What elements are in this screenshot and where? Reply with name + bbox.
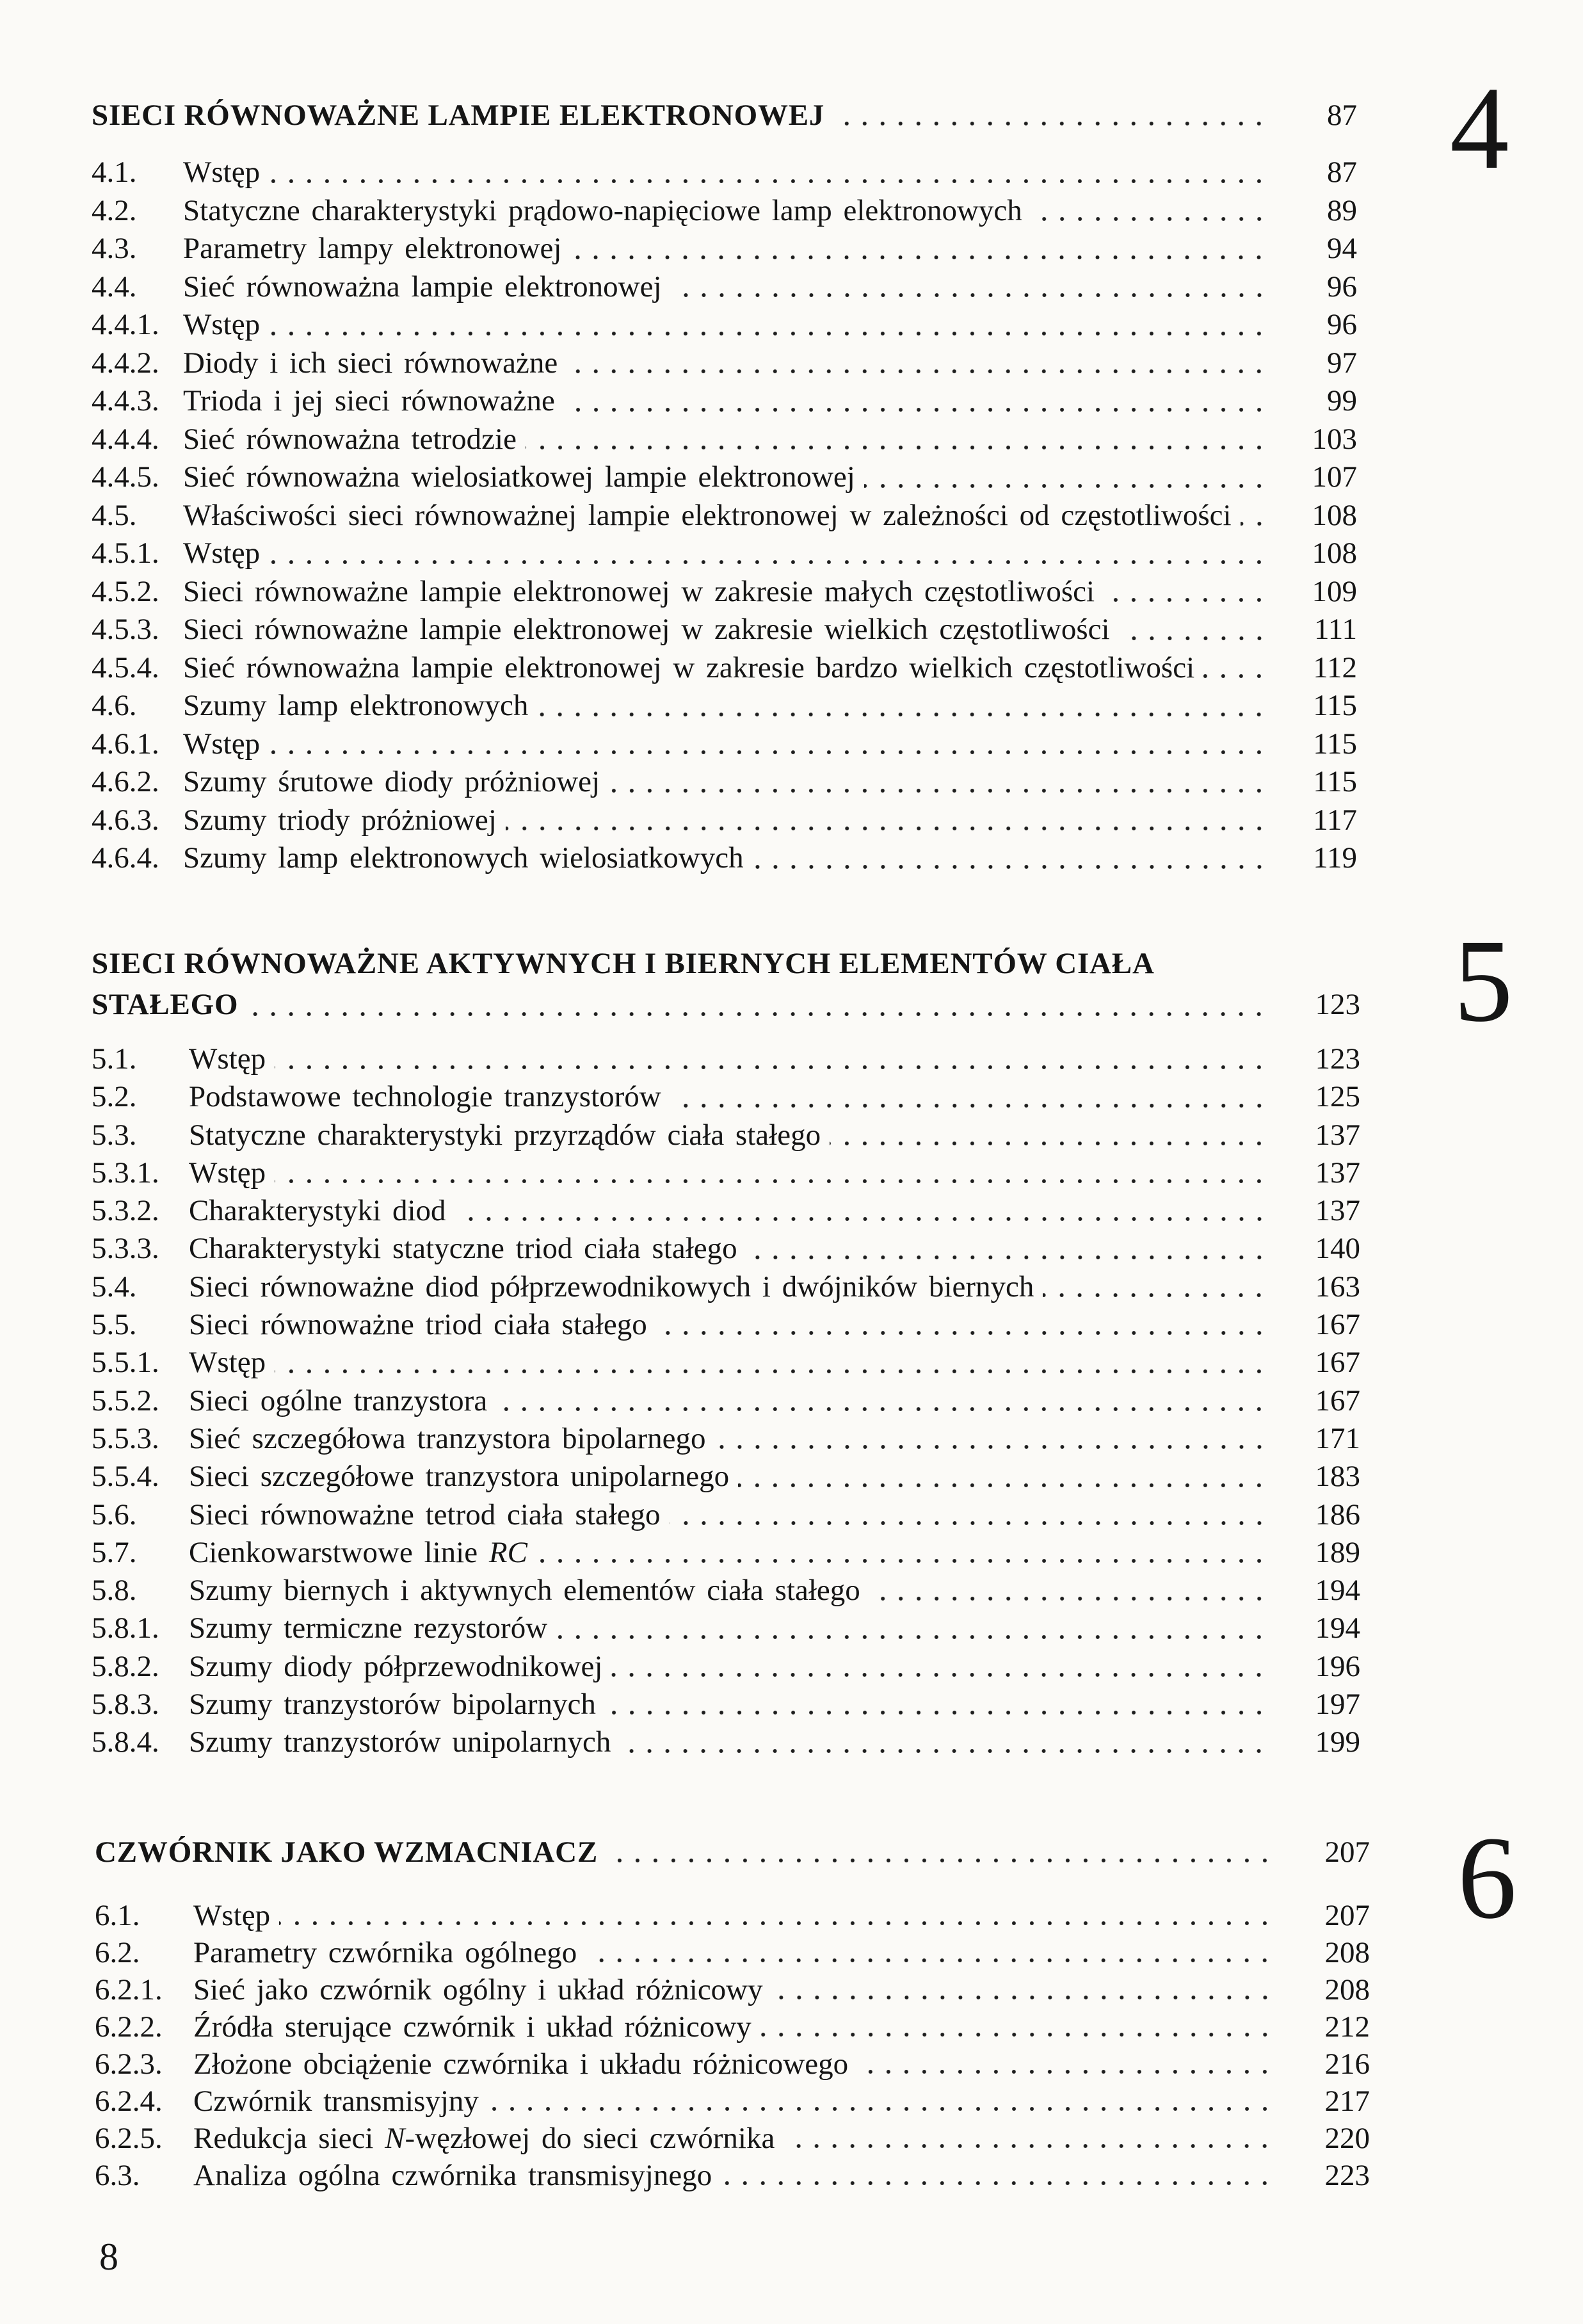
chapter-6-contents <box>95 1833 1370 2194</box>
entry-list <box>95 1897 1370 2194</box>
dot-leader <box>496 1382 1272 1420</box>
page-ref: 111 <box>1314 613 1357 646</box>
page-ref: 208 <box>1324 1973 1370 2006</box>
section-number: 6.2.4. <box>95 2085 163 2118</box>
section-number: 5.5. <box>92 1308 137 1342</box>
toc-entry <box>92 192 1357 230</box>
toc-entry <box>92 1117 1360 1154</box>
entry-title: Diody i ich sieci równoważne <box>183 346 558 380</box>
page-ref: 112 <box>1313 650 1357 684</box>
toc-entry <box>92 1192 1360 1230</box>
dot-leader <box>738 1458 1272 1496</box>
page-ref: 103 <box>1312 422 1357 456</box>
entry-title: Sieci szczegółowe tranzystora unipolarnego <box>189 1460 730 1494</box>
chapter-4-contents <box>92 96 1357 878</box>
page-ref: 194 <box>1315 1574 1360 1608</box>
section-number: 5.5.2. <box>92 1384 159 1417</box>
page-ref: 197 <box>1315 1688 1360 1722</box>
toc-entry <box>92 611 1357 649</box>
section-number: 5.3.2. <box>92 1194 159 1228</box>
section-number: 5.8.4. <box>92 1725 159 1759</box>
entry-title: Sieci równoważne lampie elektronowej w zakresie wielkich częstotliwości <box>183 613 1110 646</box>
page-ref: 96 <box>1327 270 1357 303</box>
section-number: 4.4.3. <box>92 384 159 417</box>
page-ref: 171 <box>1315 1421 1360 1455</box>
toc-entry <box>92 230 1357 268</box>
section-number: 4.6.4. <box>92 841 159 875</box>
toc-entry <box>95 2046 1370 2083</box>
entry-title: Charakterystyki statyczne triod ciała stałego <box>189 1232 737 1266</box>
chapter-heading <box>92 943 1360 1025</box>
section-number: 4.6. <box>92 689 137 722</box>
section-number: 4.4.4. <box>92 422 159 456</box>
section-number: 4.6.3. <box>92 803 159 837</box>
page-ref: 108 <box>1312 537 1357 570</box>
page-ref: 140 <box>1315 1232 1360 1266</box>
page-ref: 96 <box>1327 308 1357 341</box>
section-number: 4.6.2. <box>92 765 159 798</box>
dot-leader <box>567 344 1272 383</box>
page-ref: 115 <box>1313 765 1357 798</box>
dot-leader <box>586 1934 1278 1971</box>
dot-leader <box>1031 192 1272 230</box>
dot-leader <box>279 1897 1278 1934</box>
dot-leader <box>864 458 1272 497</box>
page-ref: 220 <box>1324 2122 1370 2155</box>
toc-entry <box>95 2120 1370 2157</box>
page-ref: 99 <box>1327 384 1357 417</box>
toc-entry <box>92 1496 1360 1534</box>
toc-entry <box>92 1230 1360 1268</box>
section-number: 5.5.1. <box>92 1346 159 1380</box>
dot-leader <box>1104 573 1272 611</box>
entry-title: Szumy śrutowe diody próżniowej <box>183 765 600 798</box>
dot-leader <box>783 2120 1278 2157</box>
entry-title: Sieci ogólne tranzystora <box>189 1384 488 1417</box>
toc-entry <box>92 763 1357 802</box>
section-number: 5.4. <box>92 1270 137 1303</box>
section-number: 4.5.2. <box>92 574 159 608</box>
page-ref: 137 <box>1315 1118 1360 1152</box>
toc-entry <box>92 382 1357 421</box>
page-ref: 125 <box>1315 1080 1360 1114</box>
chapter-number-marker: 4 <box>1450 63 1509 194</box>
toc-entry <box>92 306 1357 344</box>
chapter-page-ref: 207 <box>1324 1836 1370 1869</box>
entry-title: Szumy diody półprzewodnikowej <box>189 1649 603 1683</box>
entry-title: Statyczne charakterystyki prądowo-napięciowe lamp elektronowych <box>183 193 1022 227</box>
chapter-title-text: SIECI RÓWNOWAŻNE AKTYWNYCH I BIERNYCH ELEMENTÓW CIAŁA <box>92 947 1155 980</box>
toc-entry <box>92 573 1357 611</box>
entry-title: Analiza ogólna czwórnika transmisyjnego <box>193 2159 712 2192</box>
toc-entry <box>92 497 1357 535</box>
entry-list <box>92 154 1357 878</box>
chapter-title-text: SIECI RÓWNOWAŻNE LAMPIE ELEKTRONOWEJ <box>92 99 825 132</box>
section-number: 4.6.1. <box>92 727 159 761</box>
entry-title: Sieci równoważne triod ciała stałego <box>189 1308 647 1342</box>
chapter-title-line <box>92 96 1357 134</box>
section-number: 4.4.5. <box>92 460 159 494</box>
dot-leader <box>275 1040 1272 1078</box>
entry-title: Parametry czwórnika ogólnego <box>193 1936 577 1969</box>
section-number: 5.3. <box>92 1118 137 1152</box>
section-number: 4.1. <box>92 156 137 189</box>
dot-leader <box>536 1534 1272 1572</box>
dot-leader <box>564 382 1272 421</box>
chapter-title-line <box>95 1833 1370 1871</box>
dot-leader <box>607 1833 1278 1871</box>
entry-title: Szumy lamp elektronowych <box>183 689 529 722</box>
dot-leader <box>670 1078 1272 1116</box>
section-number: 5.2. <box>92 1080 137 1114</box>
page-ref: 216 <box>1324 2047 1370 2081</box>
page-ref: 183 <box>1315 1460 1360 1494</box>
chapter-number-marker: 5 <box>1454 916 1513 1047</box>
dot-leader <box>1043 1268 1272 1306</box>
toc-entry <box>92 839 1357 878</box>
section-number: 6.2.1. <box>95 1973 163 2006</box>
dot-leader <box>609 763 1272 802</box>
section-number: 4.5.3. <box>92 613 159 646</box>
toc-entry <box>92 1078 1360 1116</box>
dot-leader <box>611 1648 1272 1686</box>
page-ref: 108 <box>1312 498 1357 532</box>
section-number: 5.5.3. <box>92 1421 159 1455</box>
toc-entry <box>95 2083 1370 2120</box>
dot-leader <box>269 306 1272 344</box>
dot-leader <box>746 1230 1272 1268</box>
page-ref: 137 <box>1315 1156 1360 1190</box>
dot-leader <box>772 1971 1278 2008</box>
entry-title: Parametry lampy elektronowej <box>183 232 562 265</box>
chapter-5-contents <box>92 943 1360 1762</box>
entry-title: Wstęp <box>189 1042 266 1076</box>
entry-title: Wstęp <box>189 1346 266 1380</box>
section-number: 4.3. <box>92 232 137 265</box>
entry-title: Szumy tranzystorów bipolarnych <box>189 1688 596 1722</box>
dot-leader <box>869 1572 1272 1610</box>
toc-entry <box>95 1897 1370 1934</box>
page-ref: 117 <box>1313 803 1357 837</box>
section-number: 4.4. <box>92 270 137 303</box>
toc-entry <box>92 1420 1360 1458</box>
dot-leader <box>526 421 1272 459</box>
toc-entry <box>95 2157 1370 2194</box>
section-number: 5.5.4. <box>92 1460 159 1494</box>
section-number: 5.8.2. <box>92 1649 159 1683</box>
section-number: 5.3.3. <box>92 1232 159 1266</box>
dot-leader <box>269 154 1272 192</box>
toc-entry <box>92 1306 1360 1344</box>
page-ref: 115 <box>1313 727 1357 761</box>
toc-entry <box>92 1382 1360 1420</box>
page-ref: 196 <box>1315 1649 1360 1683</box>
dot-leader <box>833 96 1272 134</box>
entry-title: Wstęp <box>183 727 261 761</box>
toc-entry <box>92 458 1357 497</box>
toc-entry <box>92 1458 1360 1496</box>
entry-title: Wstęp <box>189 1156 266 1190</box>
page-ref: 123 <box>1315 1042 1360 1076</box>
page-ref: 137 <box>1315 1194 1360 1228</box>
section-number: 4.5.1. <box>92 537 159 570</box>
dot-leader <box>671 268 1272 307</box>
toc-entry <box>92 1648 1360 1686</box>
dot-leader <box>269 535 1272 573</box>
section-number: 6.3. <box>95 2159 140 2192</box>
toc-entry <box>92 1040 1360 1078</box>
page-ref: 199 <box>1315 1725 1360 1759</box>
section-number: 6.1. <box>95 1899 140 1932</box>
toc-entry <box>95 2008 1370 2046</box>
dot-leader <box>570 230 1272 268</box>
section-number: 5.7. <box>92 1535 137 1569</box>
entry-title <box>193 2120 775 2157</box>
entry-title: Sieć równoważna lampie elektronowej w zakresie bardzo wielkich częstotliwości <box>183 650 1195 684</box>
section-number: 4.4.2. <box>92 346 159 380</box>
page-number: 8 <box>99 2236 118 2278</box>
dot-leader <box>1241 497 1272 535</box>
page-ref: 207 <box>1324 1899 1370 1932</box>
title-segment: Cienkowarstwowe linie <box>189 1535 489 1569</box>
dot-leader <box>715 1420 1272 1458</box>
section-number: 5.8. <box>92 1574 137 1608</box>
entry-title: Sieci równoważne diod półprzewodnikowych i dwójników biernych <box>189 1270 1034 1303</box>
toc-entry <box>92 687 1357 725</box>
title-segment: -węzłowej do sieci czwórnika <box>405 2122 775 2155</box>
dot-leader <box>1203 649 1272 688</box>
entry-title: Szumy lamp elektronowych wielosiatkowych <box>183 841 744 875</box>
page-ref: 89 <box>1327 193 1357 227</box>
section-number: 5.8.3. <box>92 1688 159 1722</box>
page-ref: 107 <box>1312 460 1357 494</box>
page-ref: 217 <box>1324 2085 1370 2118</box>
entry-title: Sieć jako czwórnik ogólny i układ różnicowy <box>193 1973 763 2006</box>
dot-leader <box>830 1117 1272 1154</box>
entry-title: Statyczne charakterystyki przyrządów ciała stałego <box>189 1118 821 1152</box>
page-ref: 94 <box>1327 232 1357 265</box>
toc-entry <box>92 1268 1360 1306</box>
dot-leader <box>455 1192 1272 1230</box>
page-ref: 87 <box>1327 156 1357 189</box>
section-number: 6.2. <box>95 1936 140 1969</box>
section-number: 5.8.1. <box>92 1611 159 1645</box>
entry-title: Charakterystyki diod <box>189 1194 446 1228</box>
entry-title: Szumy triody próżniowej <box>183 803 497 837</box>
chapter-heading <box>95 1833 1370 1871</box>
entry-list <box>92 1040 1360 1762</box>
section-number: 4.5.4. <box>92 650 159 684</box>
dot-leader <box>857 2046 1278 2083</box>
italic-symbol: RC <box>488 1535 527 1569</box>
toc-entry <box>92 649 1357 688</box>
page-ref: 163 <box>1315 1270 1360 1303</box>
entry-title: Wstęp <box>193 1899 271 1932</box>
section-number: 4.5. <box>92 498 137 532</box>
page-ref: 167 <box>1315 1308 1360 1342</box>
entry-title: Sieć równoważna lampie elektronowej <box>183 270 662 303</box>
dot-leader <box>760 2008 1278 2046</box>
dot-leader <box>506 802 1272 840</box>
chapter-title-line <box>92 984 1360 1025</box>
page-ref: 167 <box>1315 1384 1360 1417</box>
page-ref: 186 <box>1315 1497 1360 1531</box>
toc-entry <box>95 1971 1370 2008</box>
toc-entry <box>92 1610 1360 1647</box>
section-number: 6.2.3. <box>95 2047 163 2081</box>
section-number: 5.3.1. <box>92 1156 159 1190</box>
page-ref: 208 <box>1324 1936 1370 1969</box>
section-number: 6.2.2. <box>95 2010 163 2044</box>
dot-leader <box>620 1723 1272 1761</box>
toc-entry <box>95 1934 1370 1971</box>
chapter-number-marker: 6 <box>1458 1812 1517 1944</box>
toc-entry <box>92 1572 1360 1610</box>
entry-title: Wstęp <box>183 156 261 189</box>
page-ref: 194 <box>1315 1611 1360 1645</box>
section-number: 6.2.5. <box>95 2122 163 2155</box>
chapter-page-ref: 87 <box>1327 99 1357 132</box>
entry-title: Sieć równoważna wielosiatkowej lampie elektronowej <box>183 460 855 494</box>
page-ref: 97 <box>1327 346 1357 380</box>
section-number: 4.2. <box>92 193 137 227</box>
dot-leader <box>1119 611 1272 649</box>
dot-leader <box>247 984 1272 1025</box>
entry-title: Trioda i jej sieci równoważne <box>183 384 555 417</box>
dot-leader <box>537 687 1272 725</box>
chapter-title-line <box>92 943 1360 984</box>
chapter-title-text: STAŁEGO <box>92 988 239 1021</box>
entry-title: Złożone obciążenie czwórnika i układu różnicowego <box>193 2047 849 2081</box>
toc-entry <box>92 421 1357 459</box>
entry-title: Szumy termiczne rezystorów <box>189 1611 548 1645</box>
toc-entry <box>92 268 1357 307</box>
entry-title: Sieci równoważne lampie elektronowej w zakresie małych częstotliwości <box>183 574 1095 608</box>
dot-leader <box>275 1154 1272 1192</box>
entry-title <box>189 1534 527 1572</box>
entry-title: Wstęp <box>183 308 261 341</box>
toc-entry <box>92 1534 1360 1572</box>
dot-leader <box>656 1306 1272 1344</box>
entry-title: Źródła sterujące czwórnik i układ różnicowy <box>193 2010 751 2044</box>
entry-title: Podstawowe technologie tranzystorów <box>189 1080 661 1114</box>
entry-title: Wstęp <box>183 537 261 570</box>
dot-leader <box>488 2083 1278 2120</box>
toc-entry <box>92 1154 1360 1192</box>
dot-leader <box>721 2157 1278 2194</box>
section-number: 5.1. <box>92 1042 137 1076</box>
dot-leader <box>556 1610 1272 1647</box>
toc-entry <box>92 725 1357 764</box>
entry-title: Sieć szczegółowa tranzystora bipolarnego <box>189 1421 706 1455</box>
page-ref: 167 <box>1315 1346 1360 1380</box>
entry-title: Szumy tranzystorów unipolarnych <box>189 1725 611 1759</box>
italic-symbol: N <box>385 2122 405 2155</box>
entry-title: Sieci równoważne tetrod ciała stałego <box>189 1497 661 1531</box>
page-ref: 109 <box>1312 574 1357 608</box>
toc-entry <box>92 1344 1360 1382</box>
toc-entry <box>92 154 1357 192</box>
toc-entry <box>92 535 1357 573</box>
page-ref: 223 <box>1324 2159 1370 2192</box>
chapter-title-text: CZWÓRNIK JAKO WZMACNIACZ <box>95 1836 599 1869</box>
entry-title: Czwórnik transmisyjny <box>193 2085 479 2118</box>
dot-leader <box>670 1496 1272 1534</box>
toc-entry <box>92 344 1357 383</box>
page-ref: 212 <box>1324 2010 1370 2044</box>
dot-leader <box>269 725 1272 764</box>
toc-entry <box>92 802 1357 840</box>
chapter-heading <box>92 96 1357 134</box>
section-number: 4.4.1. <box>92 308 159 341</box>
page-ref: 119 <box>1313 841 1357 875</box>
entry-title: Sieć równoważna tetrodzie <box>183 422 517 456</box>
toc-entry <box>92 1723 1360 1761</box>
dot-leader <box>753 839 1272 878</box>
entry-title: Szumy biernych i aktywnych elementów ciała stałego <box>189 1574 860 1608</box>
toc-entry <box>92 1686 1360 1723</box>
dot-leader <box>605 1686 1272 1723</box>
title-segment: Redukcja sieci <box>193 2122 385 2155</box>
page-ref: 115 <box>1313 689 1357 722</box>
chapter-page-ref: 123 <box>1315 988 1360 1021</box>
dot-leader <box>275 1344 1272 1382</box>
entry-title: Właściwości sieci równoważnej lampie elektronowej w zależności od częstotliwości <box>183 498 1232 532</box>
section-number: 5.6. <box>92 1497 137 1531</box>
page-ref: 189 <box>1315 1535 1360 1569</box>
